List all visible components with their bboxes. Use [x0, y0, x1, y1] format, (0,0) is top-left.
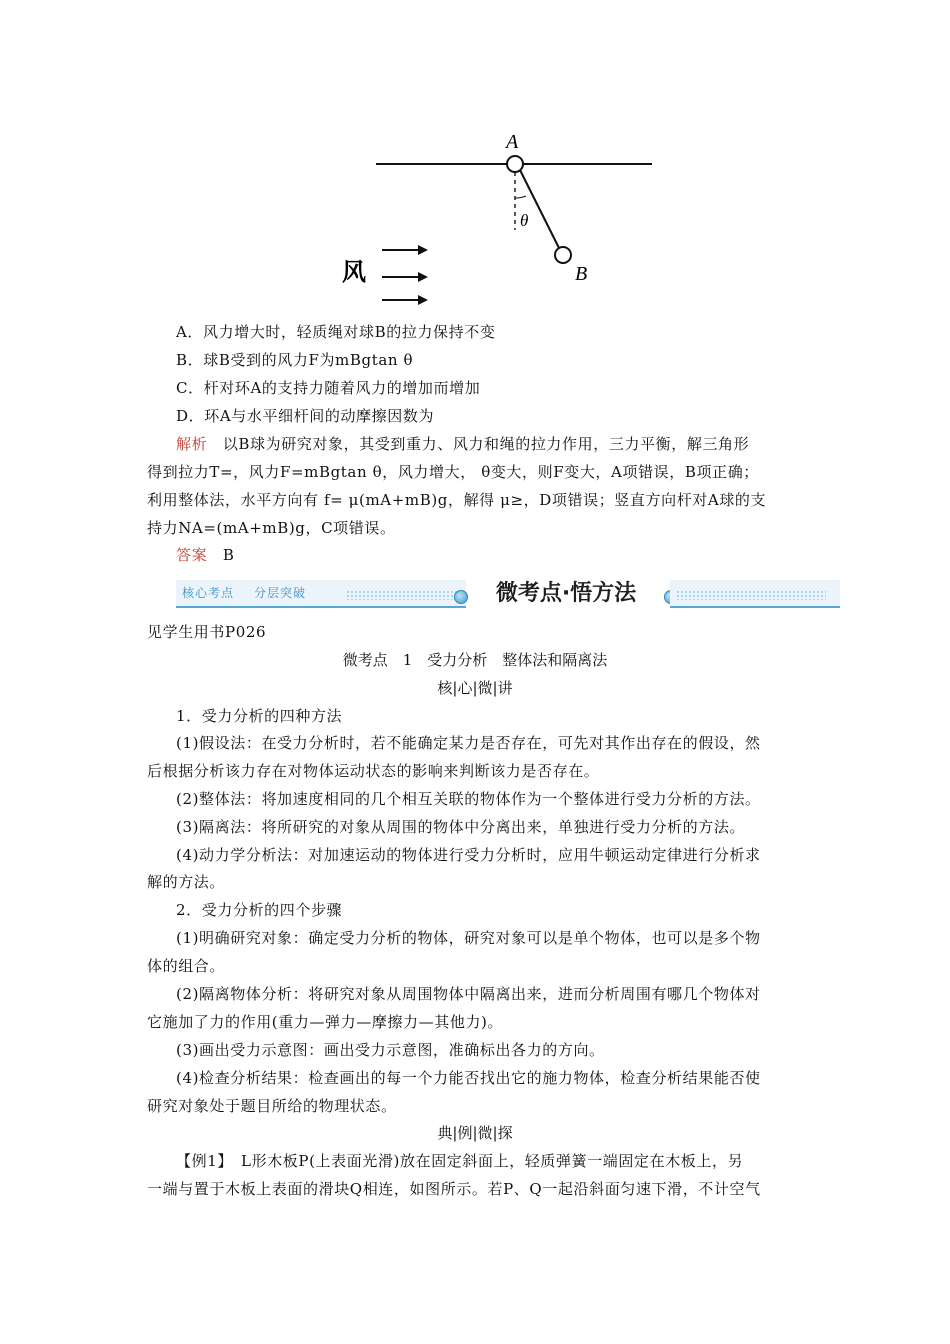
banner-left-label-2: 分层突破	[254, 586, 307, 600]
option-d: D．环A与水平细杆间的动摩擦因数为	[176, 407, 435, 425]
body-line: (4)检查分析结果：检查画出的每一个力能否找出它的施力物体，检查分析结果能否使	[176, 1069, 761, 1087]
example-line-1: 【例1】 L形木板P(上表面光滑)放在固定斜面上，轻质弹簧一端固定在木板上，另	[176, 1152, 744, 1170]
banner-left-bar	[176, 580, 466, 608]
banner-dots	[346, 590, 464, 600]
section-title: 微考点 1 受力分析 整体法和隔离法	[342, 651, 608, 669]
body-line: (2)隔离物体分析：将研究对象从周围物体中隔离出来，进而分析周围有哪几个物体对	[176, 985, 761, 1003]
section-banner	[176, 572, 840, 616]
angle-arc	[515, 196, 526, 198]
body-line: 2．受力分析的四个步骤	[176, 901, 343, 919]
physics-diagram	[330, 120, 670, 320]
banner-right-bar	[670, 580, 840, 608]
analysis-text-1: 以B球为研究对象，其受到重力、风力和绳的拉力作用，三力平衡，解三角形	[222, 435, 750, 453]
wind-arrows	[382, 245, 428, 305]
analysis-line-1	[176, 434, 749, 454]
rod-ball-diagram	[330, 120, 670, 320]
body-line: (3)隔离法：将所研究的对象从周围的物体中分离出来，单独进行受力分析的方法。	[176, 818, 746, 836]
example-line-2: 一端与置于木板上表面的滑块Q相连，如图所示。若P、Q一起沿斜面匀速下滑，不计空气	[147, 1180, 761, 1198]
subheading-examples: 典|例|微|探	[437, 1124, 513, 1142]
body-line: 它施加了力的作用(重力—弹力—摩擦力—其他力)。	[147, 1013, 504, 1031]
body-line: (1)明确研究对象：确定受力分析的物体，研究对象可以是单个物体，也可以是多个物	[176, 929, 761, 947]
label-B: B	[575, 263, 588, 285]
banner-right-dots	[676, 590, 826, 600]
banner-left-label-1: 核心考点	[182, 586, 235, 600]
body-line: 解的方法。	[147, 873, 226, 891]
answer-label: 答案	[176, 546, 208, 564]
analysis-line-2: 得到拉力T=，风力F=mBgtan θ，风力增大， θ变大，则F变大，A项错误，B项正确；	[147, 463, 759, 481]
ring-A	[507, 156, 523, 172]
analysis-line-4: 持力NA=(mA+mB)g，C项错误。	[147, 519, 396, 537]
banner-bullet-left-icon	[454, 590, 468, 604]
option-b: B．球B受到的风力F为mBgtan θ	[176, 351, 414, 369]
book-reference: 见学生用书P026	[147, 623, 267, 641]
banner-title: 微考点·悟方法	[495, 581, 637, 606]
answer-line	[176, 545, 234, 565]
body-line: 后根据分析该力存在对物体运动状态的影响来判断该力是否存在。	[147, 762, 600, 780]
analysis-line-3: 利用整体法，水平方向有 f= μ(mA+mB)g，解得 μ≥，D项错误；竖直方向杆对A球的支	[147, 491, 767, 509]
analysis-label: 解析	[176, 435, 208, 453]
string	[520, 170, 559, 248]
body-line: (4)动力学分析法：对加速运动的物体进行受力分析时，应用牛顿运动定律进行分析求	[176, 846, 761, 864]
option-c: C．杆对环A的支持力随着风力的增加而增加	[176, 379, 481, 397]
label-theta: θ	[520, 211, 529, 230]
label-A: A	[506, 131, 519, 153]
option-a: A．风力增大时，轻质绳对球B的拉力保持不变	[176, 323, 496, 341]
body-line: (3)画出受力示意图：画出受力示意图，准确标出各力的方向。	[176, 1041, 605, 1059]
ball-B	[555, 247, 571, 263]
answer-value: B	[222, 546, 235, 564]
body-line: 1．受力分析的四种方法	[176, 707, 343, 725]
body-line: 体的组合。	[147, 957, 226, 975]
body-line: 研究对象处于题目所给的物理状态。	[147, 1097, 397, 1115]
label-wind: 风	[342, 258, 366, 286]
body-line: (1)假设法：在受力分析时，若不能确定某力是否存在，可先对其作出存在的假设，然	[176, 734, 761, 752]
body-line: (2)整体法：将加速度相同的几个相互关联的物体作为一个整体进行受力分析的方法。	[176, 790, 761, 808]
subheading-core: 核|心|微|讲	[437, 679, 513, 697]
